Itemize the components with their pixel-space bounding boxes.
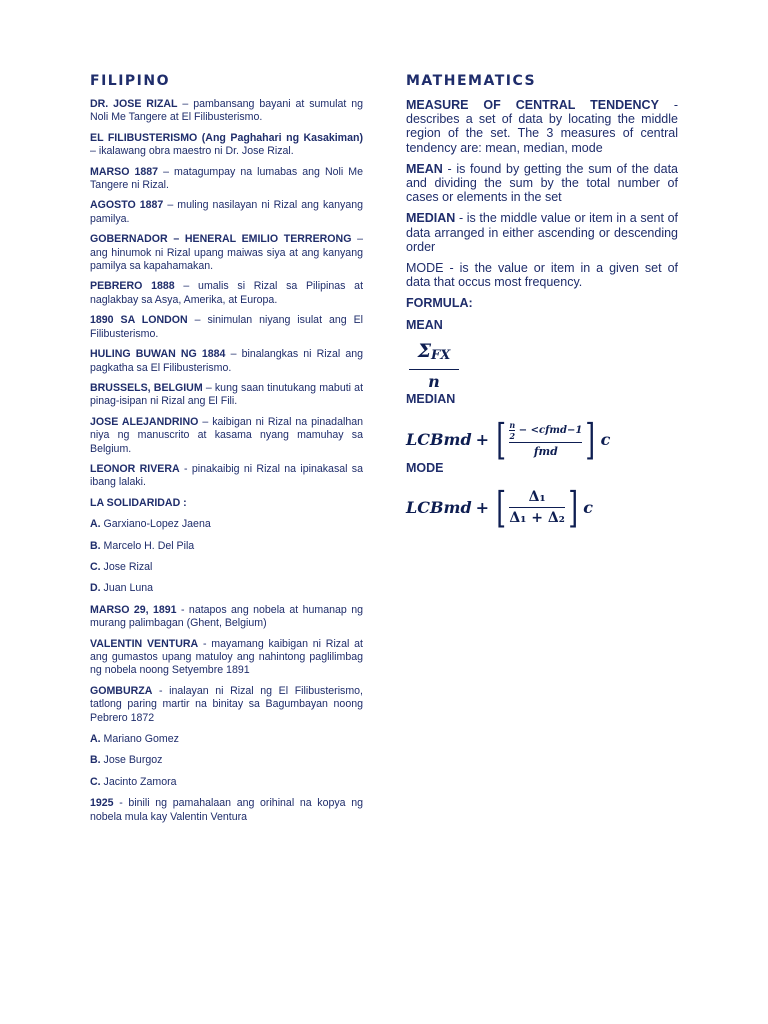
- entry-el-filibusterismo: EL FILIBUSTERISMO (Ang Paghahari ng Kasakiman) – ikalawang obra maestro ni Dr. Jose Rizal.: [90, 131, 363, 158]
- entry-1890-london: 1890 SA LONDON – sinimulan niyang isulat ang El Filibusterismo.: [90, 314, 363, 340]
- list-item: B. Marcelo H. Del Pila: [90, 539, 195, 552]
- median-formula: LCBmd + [ $\frac{n}{2}$ − <cfmd−1 fmd ] c: [406, 414, 611, 464]
- list-item: A. Garxiano-Lopez Jaena: [90, 518, 211, 531]
- mean-formula: $\Sigma_{FX}$ n: [409, 340, 459, 393]
- def-mean: MEAN - is found by getting the sum of the data and dividing the sum by the total number of cases or elements in the set: [406, 161, 678, 205]
- mode-formula: LCBmd + [ $\frac{\text{Δ₁}}{\text{Δ₁ + Δ₂}}$ ] c: [406, 482, 594, 532]
- entry-agosto-1887: AGOSTO 1887 – muling nasilayan ni Rizal ang kanyang pamilya.: [90, 199, 363, 225]
- mode-label: MODE: [406, 460, 444, 475]
- entry-gomburza: GOMBURZA - inalayan ni Rizal ng El Filibusterismo, tatlong paring martir na binitay sa Bagumbayan noong Pebrero 1872: [90, 684, 363, 724]
- list-item: C. Jacinto Zamora: [90, 775, 177, 788]
- formula-label: FORMULA:: [406, 296, 473, 311]
- list-item: C. Jose Rizal: [90, 560, 153, 573]
- list-item: B. Jose Burgoz: [90, 754, 163, 767]
- entry-valentin-ventura: VALENTIN VENTURA - mayamang kaibigan ni Rizal at ang gumastos upang matuloy ang nahintong paglilimbag ng nobela noong Setyembre 1891: [90, 637, 363, 677]
- entry-brussels: BRUSSELS, BELGIUM – kung saan tinutukang mabuti at pinag-isipan ni Rizal ang El Fili.: [90, 381, 364, 408]
- def-median: MEDIAN - is the middle value or item in a sent of data arranged in either ascending or descending order: [406, 211, 678, 254]
- mathematics-column: [406, 73, 678, 532]
- filipino-heading: FILIPINO: [90, 73, 170, 89]
- entry-marso-29-1891: MARSO 29, 1891 - natapos ang nobela at humanap ng murang palimbagan (Ghent, Belgium): [90, 603, 363, 630]
- median-label: MEDIAN: [406, 392, 456, 407]
- entry-gobernador: GOBERNADOR – HENERAL EMILIO TERRERONG – ang hinumok ni Rizal upang maiwas siya at ang kanyang pamilya sa kapahamakan.: [90, 233, 363, 273]
- list-item: A. Mariano Gomez: [90, 733, 179, 746]
- entry-pebrero-1888: PEBRERO 1888 – umalis si Rizal sa Pilipinas at naglakbay sa Asya, Amerika, at Europa.: [90, 280, 364, 306]
- entry-huling-buwan: HULING BUWAN NG 1884 – binalangkas ni Rizal ang pagkatha sa El Filibusterismo.: [90, 348, 363, 374]
- entry-leonor-rivera: LEONOR RIVERA - pinakaibig ni Rizal na ipinakasal sa ibang lalaki.: [90, 462, 363, 489]
- mathematics-heading: MATHEMATICS: [406, 73, 537, 89]
- filipino-column: [90, 73, 363, 831]
- def-mode: MODE - is the value or item in a given set of data that occus most frequency.: [406, 261, 678, 290]
- mean-label: MEAN: [406, 317, 443, 332]
- entry-marso-1887: MARSO 1887 – matagumpay na lumabas ang Noli Me Tangere ni Rizal.: [90, 165, 364, 192]
- def-central-tendency: MEASURE OF CENTRAL TENDENCY - describes a set of data by locating the middle region of the set. The 3 measures of central tendency are: mean, median, mode: [406, 98, 678, 155]
- list-item: D. Juan Luna: [90, 582, 154, 595]
- entry-1925: 1925 - binili ng pamahalaan ang orihinal na kopya ng nobela mula kay Valentin Ventura: [90, 797, 363, 823]
- entry-la-solidaridad: LA SOLIDARIDAD :: [90, 496, 187, 509]
- entry-jose-rizal: DR. JOSE RIZAL – pambansang bayani at sumulat ng Noli Me Tangere at El Filibusterismo.: [90, 98, 363, 124]
- entry-jose-alejandrino: JOSE ALEJANDRINO – kaibigan ni Rizal na pinadalhan niya ng manuscrito at kasama nyang mamuhay sa Belgium.: [90, 415, 363, 455]
